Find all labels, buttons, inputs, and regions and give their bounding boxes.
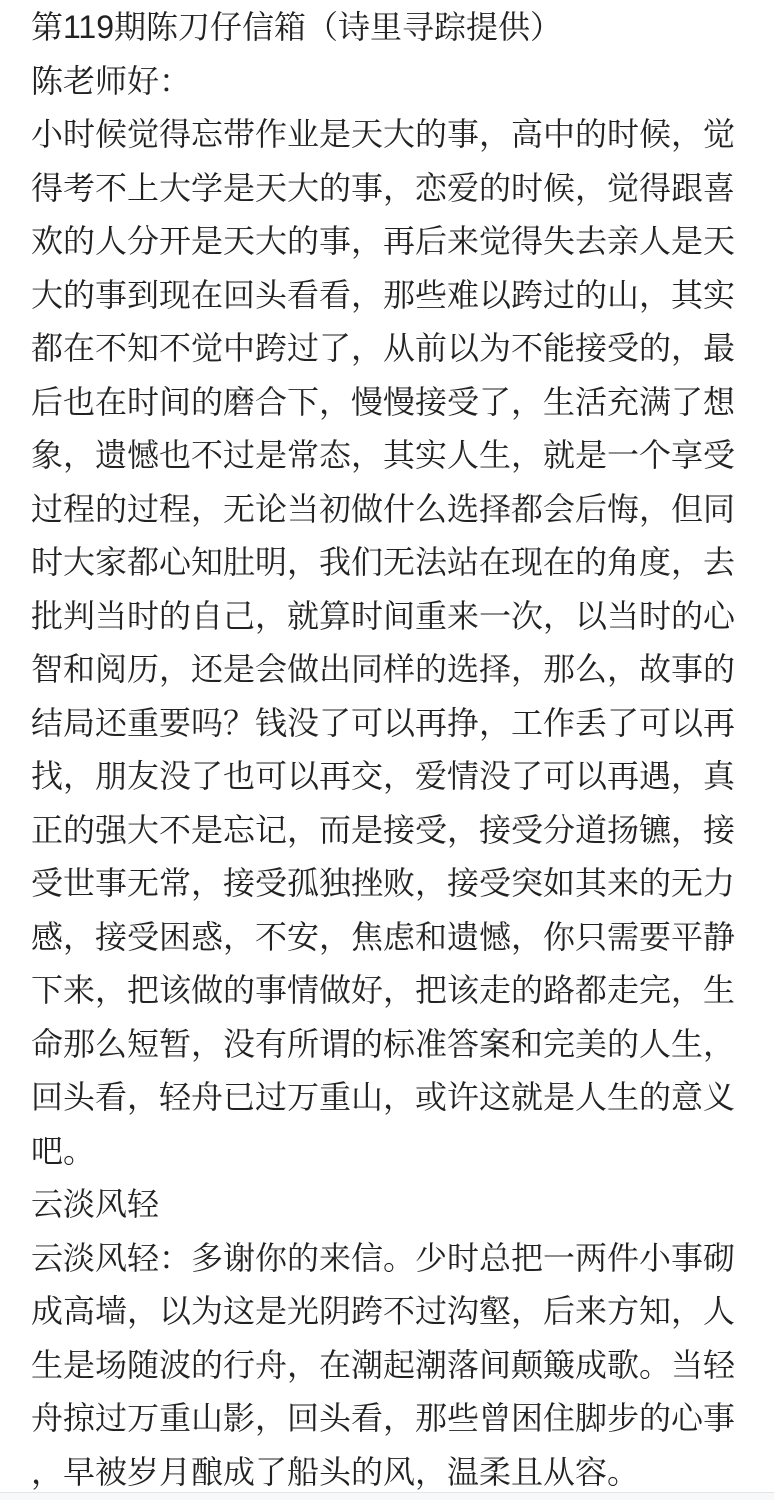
reply-paragraph: 云淡风轻：多谢你的来信。少时总把一两件小事砌成高墙，以为这是光阴跨不过沟壑，后来方知，人生是场随波的行舟，在潮起潮落间颠簸成歌。当轻舟掠过万重山影，回头看，那些曾困住脚步的心事，早被岁月酿成了船头的风，温柔且从容。 [31, 1239, 736, 1490]
letter-body: 小时候觉得忘带作业是天大的事，高中的时候，觉得考不上大学是天大的事，恋爱的时候，觉得跟喜欢的人分开是天大的事，再后来觉得失去亲人是天大的事到现在回头看看，那些难以跨过的山，其实都在不知不觉中跨过了，从前以为不能接受的，最后也在时间的磨合下，慢慢接受了，生活充满了想象，遗憾也不过是常态，其实人生，就是一个享受过程的过程，无论当初做什么选择都会后悔，但同时大家都心知肚明，我们无法站在现在的角度，去批判当时的自己，就算时间重来一次，以当时的心智和阅历，还是会做出同样的选择，那么，故事的结局还重要吗？钱没了可以再挣，工作丢了可以再找，朋友没了也可以再交，爱情没了可以再遇，真正的强大不是忘记，而是接受，接受分道扬镳，接受世事无常，接受孤独挫败，接受突如其来的无力感，接受困惑，不安，焦虑和遗憾，你只需要平静下来，把该做的事情做好，把该走的路都走完，生命那么短暂，没有所谓的标准答案和完美的人生，回头看，轻舟已过万重山，或许这就是人生的意义吧。 [31, 116, 736, 1169]
signature-line: 云淡风轻 [31, 1186, 160, 1222]
article-title: 第119期陈刀仔信箱（诗里寻踪提供） [31, 9, 563, 45]
greeting-line: 陈老师好： [31, 62, 192, 99]
bottom-divider [0, 1492, 774, 1500]
